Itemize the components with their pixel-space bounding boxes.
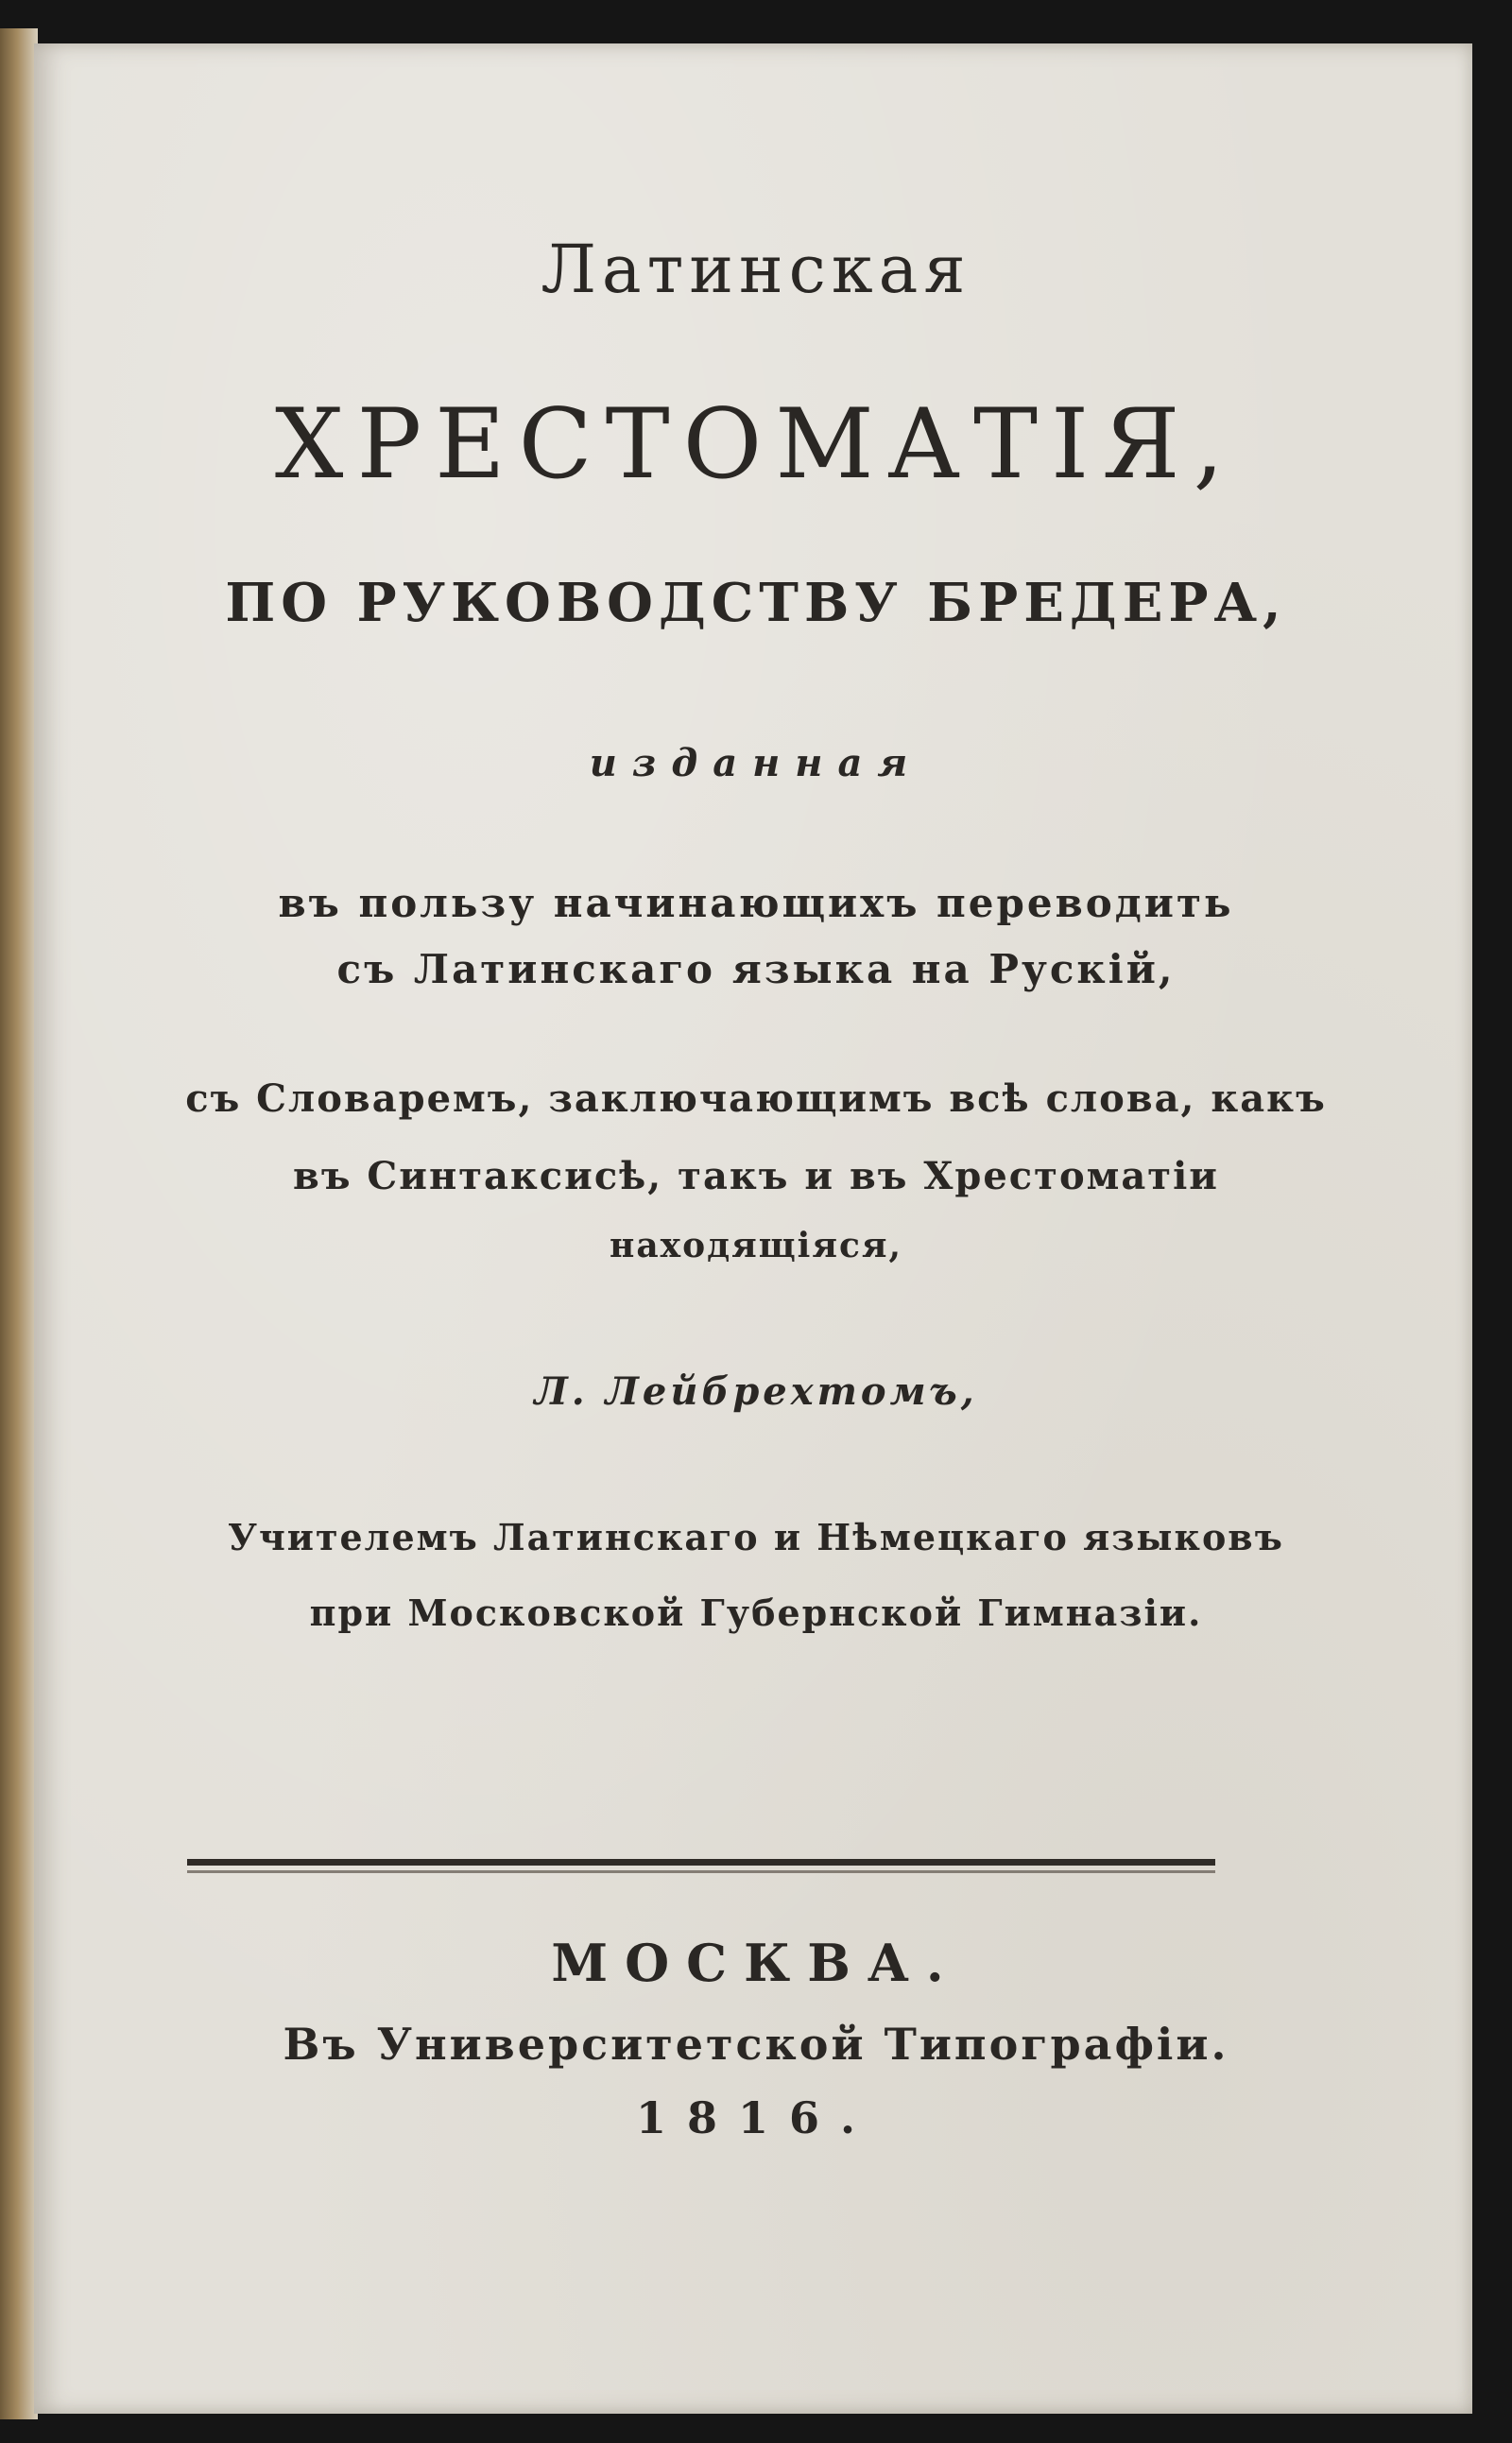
- dictionary-line-2: въ Синтаксисѣ, такъ и въ Хрестоматіи: [293, 1154, 1219, 1198]
- divider-rule-shadow: [187, 1870, 1215, 1873]
- main-title: ХРЕСТОМАТІЯ,: [274, 388, 1238, 501]
- purpose-line-2: съ Латинскаго языка на Рускій,: [336, 946, 1176, 992]
- dictionary-line-1: съ Словаремъ, заключающимъ всѣ слова, какъ: [185, 1076, 1327, 1121]
- imprint-year: 1816.: [635, 2092, 877, 2143]
- subtitle-breder: ПО РУКОВОДСТВУ БРЕДЕРА,: [225, 572, 1287, 634]
- title-line-latinskaya: Латинская: [541, 231, 971, 308]
- purpose-line-1: въ пользу начинающихъ переводить: [278, 880, 1234, 926]
- dictionary-line-3: находящіяся,: [609, 1226, 902, 1265]
- author-name: Л. Лейбрехтомъ,: [534, 1369, 978, 1414]
- imprint-press: Въ Университетской Типографіи.: [283, 2019, 1229, 2070]
- author-position-1: Учителемъ Латинскаго и Нѣмецкаго языковъ: [228, 1516, 1284, 1558]
- divider-rule: [187, 1859, 1215, 1866]
- published-label: изданная: [589, 741, 923, 785]
- imprint-city: МОСКВА.: [551, 1933, 961, 1993]
- author-position-2: при Московской Губернской Гимназіи.: [309, 1591, 1203, 1634]
